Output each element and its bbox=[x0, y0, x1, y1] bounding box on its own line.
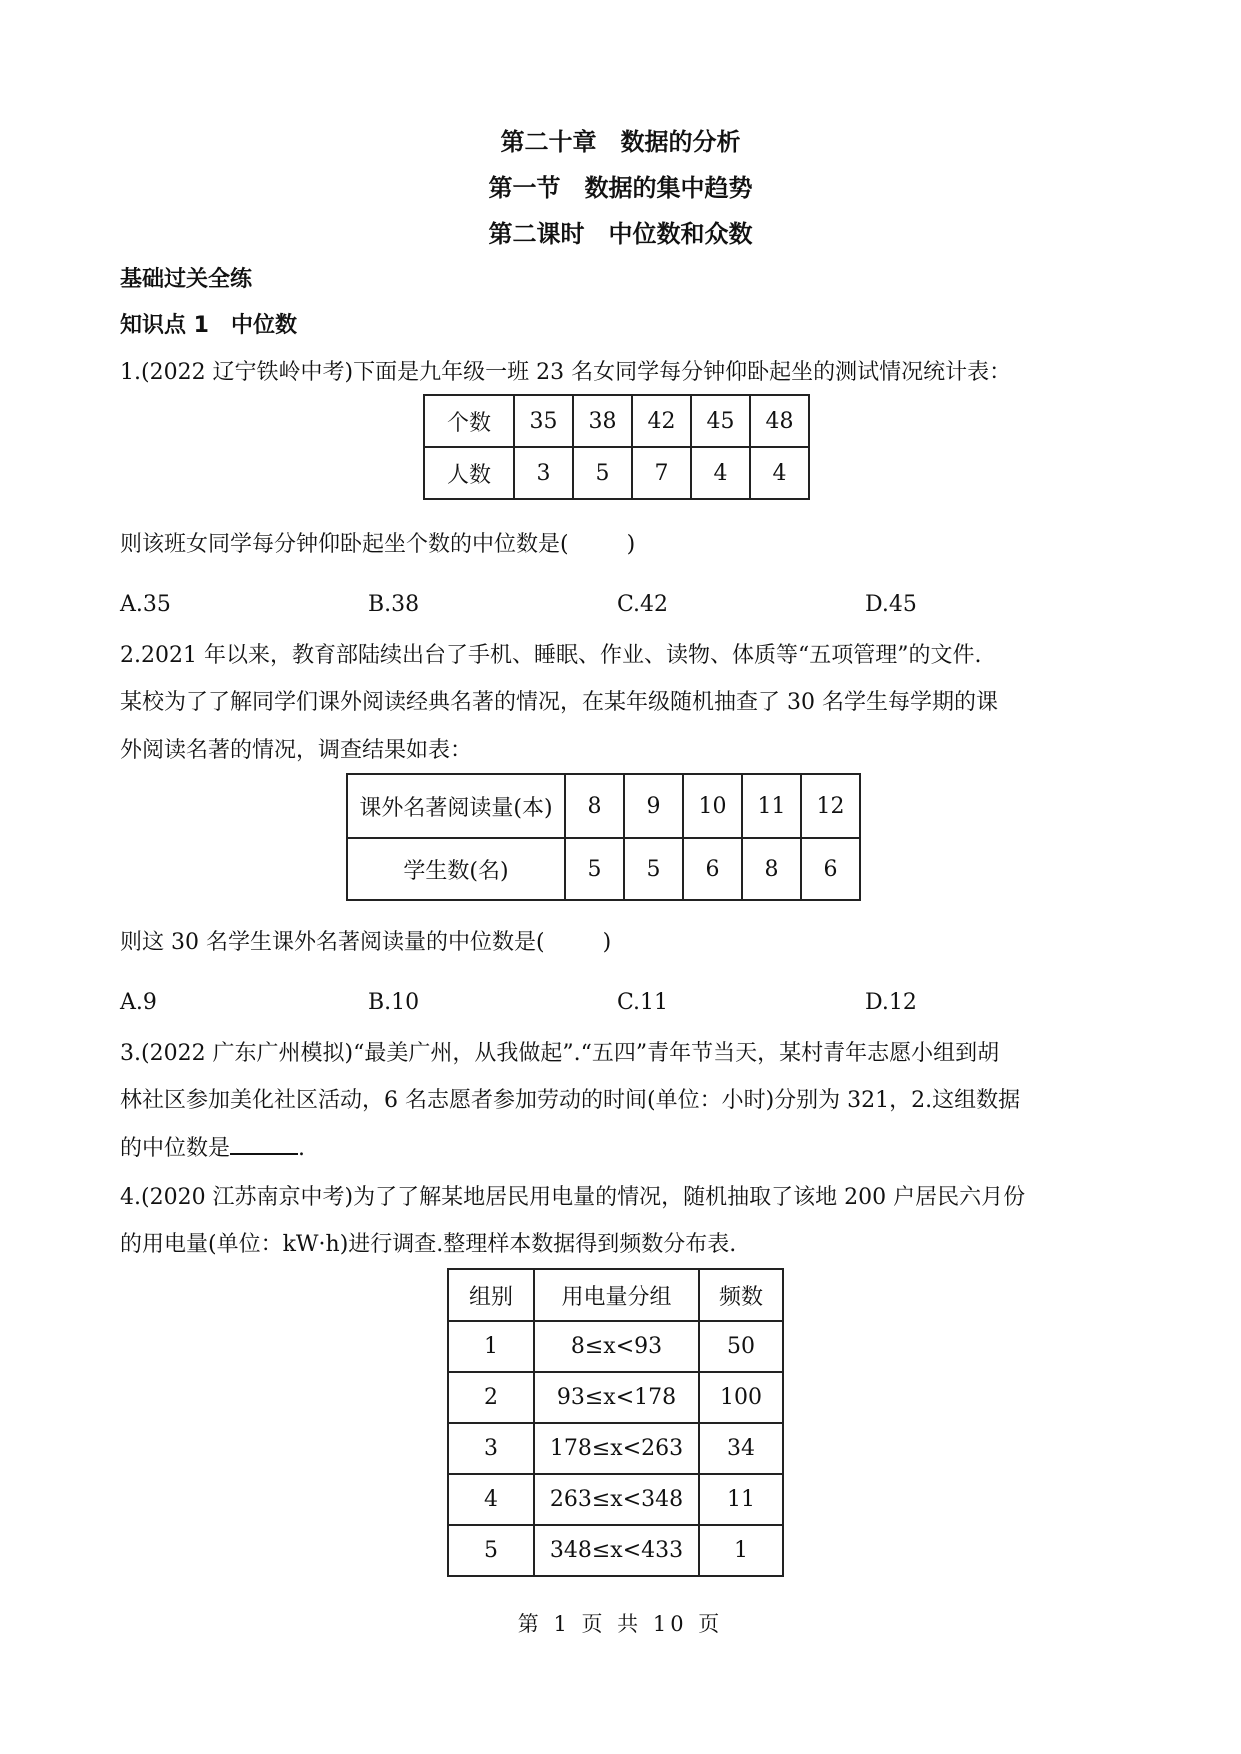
q4-table-row bbox=[448, 1474, 783, 1525]
q4-table-row bbox=[448, 1423, 783, 1474]
q2-table-row bbox=[347, 774, 860, 838]
q2-cell: 8 bbox=[742, 838, 801, 900]
q1-table-row bbox=[424, 447, 809, 499]
q4-cell: 50 bbox=[699, 1321, 783, 1372]
q2-line: 外阅读名著的情况，调查结果如表： bbox=[120, 738, 473, 763]
q4-header-row bbox=[448, 1269, 783, 1321]
q4-header-cell: 组别 bbox=[448, 1269, 534, 1321]
q1-cell: 7 bbox=[632, 447, 691, 499]
q4-cell: 8≤x<93 bbox=[534, 1321, 699, 1372]
q3-last-line bbox=[120, 1131, 1130, 1162]
q4-cell: 11 bbox=[699, 1474, 783, 1525]
q2-question bbox=[120, 925, 1130, 956]
q4-cell: 178≤x<263 bbox=[534, 1423, 699, 1474]
q1-cell: 个数 bbox=[424, 395, 514, 447]
lesson-title: 第二课时 中位数和众数 bbox=[488, 220, 753, 248]
q2-cell: 课外名著阅读量(本) bbox=[347, 774, 565, 838]
q1-cell: 35 bbox=[514, 395, 573, 447]
q4-cell: 348≤x<433 bbox=[534, 1525, 699, 1576]
q4-cell: 263≤x<348 bbox=[534, 1474, 699, 1525]
q4-cell: 1 bbox=[699, 1525, 783, 1576]
q4-line: 的用电量(单位：kW·h)进行调查.整理样本数据得到频数分布表. bbox=[120, 1232, 737, 1257]
q1-cell: 48 bbox=[750, 395, 809, 447]
q2-cell: 9 bbox=[624, 774, 683, 838]
q2-line: 2.2021 年以来，教育部陆续出台了手机、睡眠、作业、读物、体质等“五项管理”的文件. bbox=[120, 643, 982, 668]
q3-end-mark: . bbox=[298, 1136, 306, 1161]
q4-cell: 1 bbox=[448, 1321, 534, 1372]
q1-cell: 3 bbox=[514, 447, 573, 499]
q3-answer-blank[interactable] bbox=[230, 1133, 298, 1155]
q4-cell: 2 bbox=[448, 1372, 534, 1423]
q1-question-text: 则该班女同学每分钟仰卧起坐个数的中位数是( bbox=[120, 532, 569, 557]
q1-table bbox=[423, 394, 810, 500]
q2-close-paren: ) bbox=[602, 930, 612, 955]
q2-cell: 10 bbox=[683, 774, 742, 838]
q3-line: 林社区参加美化社区活动，6 名志愿者参加劳动的时间(单位：小时)分别为 321，2.这组数据 bbox=[120, 1088, 1021, 1113]
q4-header-cell: 频数 bbox=[699, 1269, 783, 1321]
q2-table bbox=[346, 773, 861, 901]
q2-option-a[interactable]: A.9 bbox=[120, 990, 157, 1015]
q4-cell: 4 bbox=[448, 1474, 534, 1525]
practice-heading: 基础过关全练 bbox=[120, 267, 253, 292]
q4-header-cell: 用电量分组 bbox=[534, 1269, 699, 1321]
q3-tail-text: 的中位数是 bbox=[120, 1136, 231, 1161]
q1-stem: 1.(2022 辽宁铁岭中考)下面是九年级一班 23 名女同学每分钟仰卧起坐的测试情况统计表： bbox=[120, 360, 1012, 385]
q2-option-c[interactable]: C.11 bbox=[617, 990, 669, 1015]
q1-option-d[interactable]: D.45 bbox=[865, 592, 917, 617]
q1-cell: 4 bbox=[691, 447, 750, 499]
q4-cell: 3 bbox=[448, 1423, 534, 1474]
q1-cell: 38 bbox=[573, 395, 632, 447]
q1-question bbox=[120, 527, 1130, 558]
q1-table-row bbox=[424, 395, 809, 447]
q2-cell: 12 bbox=[801, 774, 860, 838]
q1-cell: 45 bbox=[691, 395, 750, 447]
q1-close-paren: ) bbox=[626, 532, 636, 557]
q1-option-b[interactable]: B.38 bbox=[368, 592, 420, 617]
q1-cell: 5 bbox=[573, 447, 632, 499]
q2-cell: 6 bbox=[801, 838, 860, 900]
q1-option-c[interactable]: C.42 bbox=[617, 592, 669, 617]
chapter-title: 第二十章 数据的分析 bbox=[500, 128, 741, 156]
page-footer: 第 1 页 共 10 页 bbox=[517, 1612, 724, 1636]
q3-line: 3.(2022 广东广州模拟)“最美广州，从我做起”.“五四”青年节当天，某村青年志愿小组到胡 bbox=[120, 1041, 1000, 1066]
q4-frequency-table bbox=[447, 1268, 784, 1577]
q4-table-row bbox=[448, 1321, 783, 1372]
q2-cell: 11 bbox=[742, 774, 801, 838]
q1-cell: 42 bbox=[632, 395, 691, 447]
q4-cell: 34 bbox=[699, 1423, 783, 1474]
q4-line: 4.(2020 江苏南京中考)为了了解某地居民用电量的情况，随机抽取了该地 200 户居民六月份 bbox=[120, 1185, 1026, 1210]
q1-cell: 4 bbox=[750, 447, 809, 499]
q4-cell: 5 bbox=[448, 1525, 534, 1576]
q2-cell: 5 bbox=[565, 838, 624, 900]
q2-option-d[interactable]: D.12 bbox=[865, 990, 917, 1015]
q4-table-row bbox=[448, 1372, 783, 1423]
q4-table-row bbox=[448, 1525, 783, 1576]
q2-cell: 学生数(名) bbox=[347, 838, 565, 900]
q4-cell: 93≤x<178 bbox=[534, 1372, 699, 1423]
q2-cell: 8 bbox=[565, 774, 624, 838]
section-title: 第一节 数据的集中趋势 bbox=[488, 174, 753, 202]
q4-cell: 100 bbox=[699, 1372, 783, 1423]
q2-cell: 5 bbox=[624, 838, 683, 900]
q2-option-b[interactable]: B.10 bbox=[368, 990, 420, 1015]
q2-line: 某校为了了解同学们课外阅读经典名著的情况，在某年级随机抽查了 30 名学生每学期的课 bbox=[120, 690, 998, 715]
q2-question-text: 则这 30 名学生课外名著阅读量的中位数是( bbox=[120, 930, 545, 955]
q2-table-row bbox=[347, 838, 860, 900]
q2-cell: 6 bbox=[683, 838, 742, 900]
q1-option-a[interactable]: A.35 bbox=[120, 592, 171, 617]
knowledge-point-heading: 知识点 1 中位数 bbox=[120, 313, 297, 338]
q1-cell: 人数 bbox=[424, 447, 514, 499]
